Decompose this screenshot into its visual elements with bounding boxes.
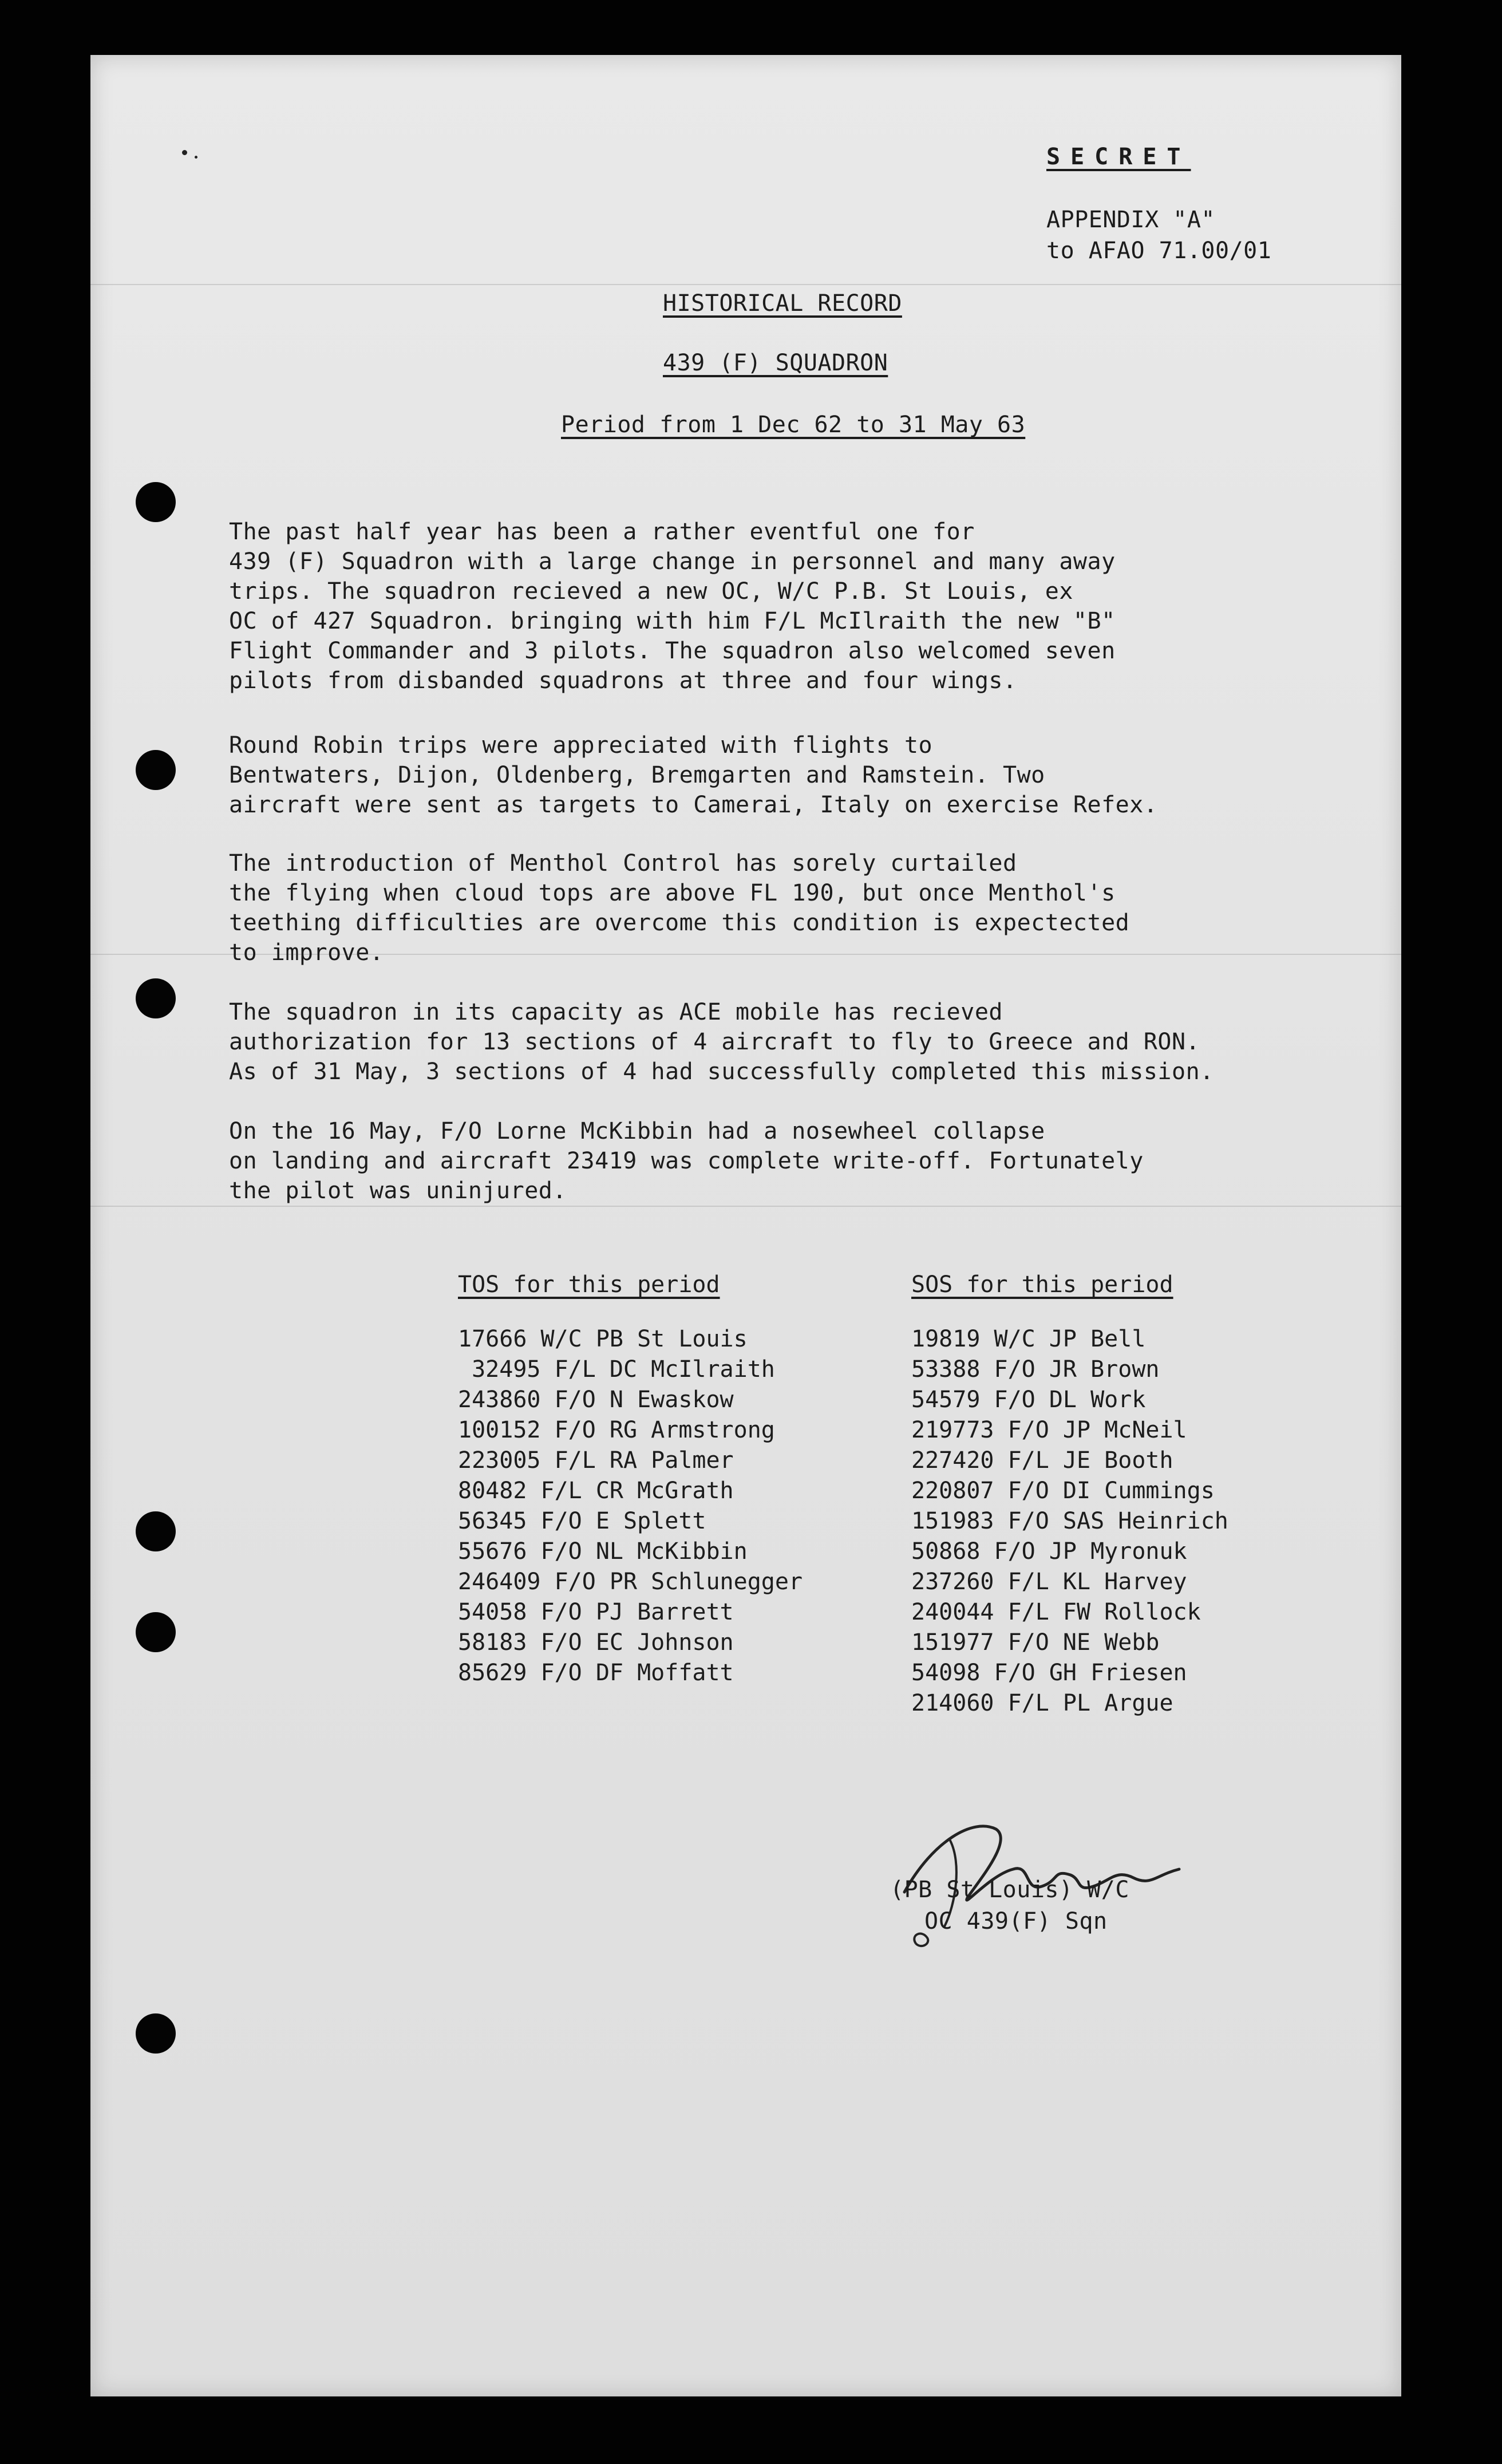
fold-line-lower <box>90 1206 1401 1207</box>
tos-row: 223005 F/L RA Palmer <box>458 1447 734 1474</box>
paragraph-round-robin: Round Robin trips were appreciated with flights to Bentwaters, Dijon, Oldenberg, Bremgarten and Ramstein. Two aircraft were sent as targets to Camerai, Italy on exercise Refex. <box>229 732 1158 818</box>
sos-row: 240044 F/L FW Rollock <box>911 1599 1201 1625</box>
punch-hole-5 <box>136 1612 176 1652</box>
tos-row: 85629 F/O DF Moffatt <box>458 1660 734 1686</box>
speck-mark <box>195 156 197 159</box>
punch-hole-6 <box>136 2013 176 2054</box>
sos-row: 214060 F/L PL Argue <box>911 1690 1173 1716</box>
punch-hole-2 <box>136 750 176 790</box>
tos-row: 55676 F/O NL McKibbin <box>458 1538 748 1565</box>
document-page <box>90 55 1401 2396</box>
sos-row: 54098 F/O GH Friesen <box>911 1660 1187 1686</box>
tos-row: 54058 F/O PJ Barrett <box>458 1599 734 1625</box>
tos-row: 243860 F/O N Ewaskow <box>458 1387 734 1413</box>
tos-row: 58183 F/O EC Johnson <box>458 1629 734 1656</box>
tos-list <box>458 1270 803 1688</box>
tos-row: 32495 F/L DC McIlraith <box>458 1356 775 1383</box>
record-title: HISTORICAL RECORD <box>663 290 902 317</box>
paragraph-menthol-control: The introduction of Menthol Control has sorely curtailed the flying when cloud tops are above FL 190, but once Menthol's teething difficulties are overcome this condition is expectected to improve. <box>229 850 1130 966</box>
period-title: Period from 1 Dec 62 to 31 May 63 <box>561 412 1026 438</box>
appendix-line-1: APPENDIX "A" <box>1046 207 1215 233</box>
sos-row: 237260 F/L KL Harvey <box>911 1569 1187 1595</box>
punch-hole-1 <box>136 482 176 522</box>
punch-hole-3 <box>136 978 176 1018</box>
sos-row: 227420 F/L JE Booth <box>911 1447 1173 1474</box>
punch-hole-4 <box>136 1511 176 1551</box>
signatory-title: OC 439(F) Sqn <box>924 1908 1108 1934</box>
tos-row: 56345 F/O E Splett <box>458 1508 706 1534</box>
paragraph-incident: On the 16 May, F/O Lorne McKibbin had a nosewheel collapse on landing and aircraft 23419 was complete write-off. Fortunately the pilot was uninjured. <box>229 1118 1144 1204</box>
classification-label: SECRET <box>1046 144 1191 170</box>
paragraph-overview: The past half year has been a rather eventful one for 439 (F) Squadron with a large change in personnel and many away trips. The squadron recieved a new OC, W/C P.B. St Louis, ex OC of 427 Squadron. bringing with him F/L McIlraith the new "B" Flight Commander and 3 pilots. The squadron also welcomed seven pilots from disbanded squadrons at three and four wings. <box>229 519 1116 694</box>
fold-line-top <box>90 284 1401 285</box>
sos-row: 151977 F/O NE Webb <box>911 1629 1160 1656</box>
speck-mark <box>182 150 187 155</box>
sos-row: 220807 F/O DI Cummings <box>911 1478 1215 1504</box>
tos-row: 80482 F/L CR McGrath <box>458 1478 734 1504</box>
sos-row: 53388 F/O JR Brown <box>911 1356 1160 1383</box>
sos-list <box>911 1270 1228 1719</box>
sos-row: 19819 W/C JP Bell <box>911 1326 1146 1352</box>
sos-row: 50868 F/O JP Myronuk <box>911 1538 1187 1565</box>
tos-row: 100152 F/O RG Armstrong <box>458 1417 775 1443</box>
sos-row: 219773 F/O JP McNeil <box>911 1417 1187 1443</box>
tos-heading: TOS for this period <box>458 1272 720 1298</box>
squadron-title: 439 (F) SQUADRON <box>663 350 888 376</box>
sos-heading: SOS for this period <box>911 1272 1173 1298</box>
sos-row: 54579 F/O DL Work <box>911 1387 1146 1413</box>
tos-row: 17666 W/C PB St Louis <box>458 1326 748 1352</box>
appendix-line-2: to AFAO 71.00/01 <box>1046 238 1272 264</box>
paragraph-ace-mobile: The squadron in its capacity as ACE mobile has recieved authorization for 13 sections of 4 aircraft to fly to Greece and RON. As of 31 May, 3 sections of 4 had successfully completed this mission. <box>229 999 1214 1085</box>
sos-row: 151983 F/O SAS Heinrich <box>911 1508 1228 1534</box>
signatory-name: (PB St Louis) W/C <box>890 1877 1129 1903</box>
tos-row: 246409 F/O PR Schlunegger <box>458 1569 803 1595</box>
